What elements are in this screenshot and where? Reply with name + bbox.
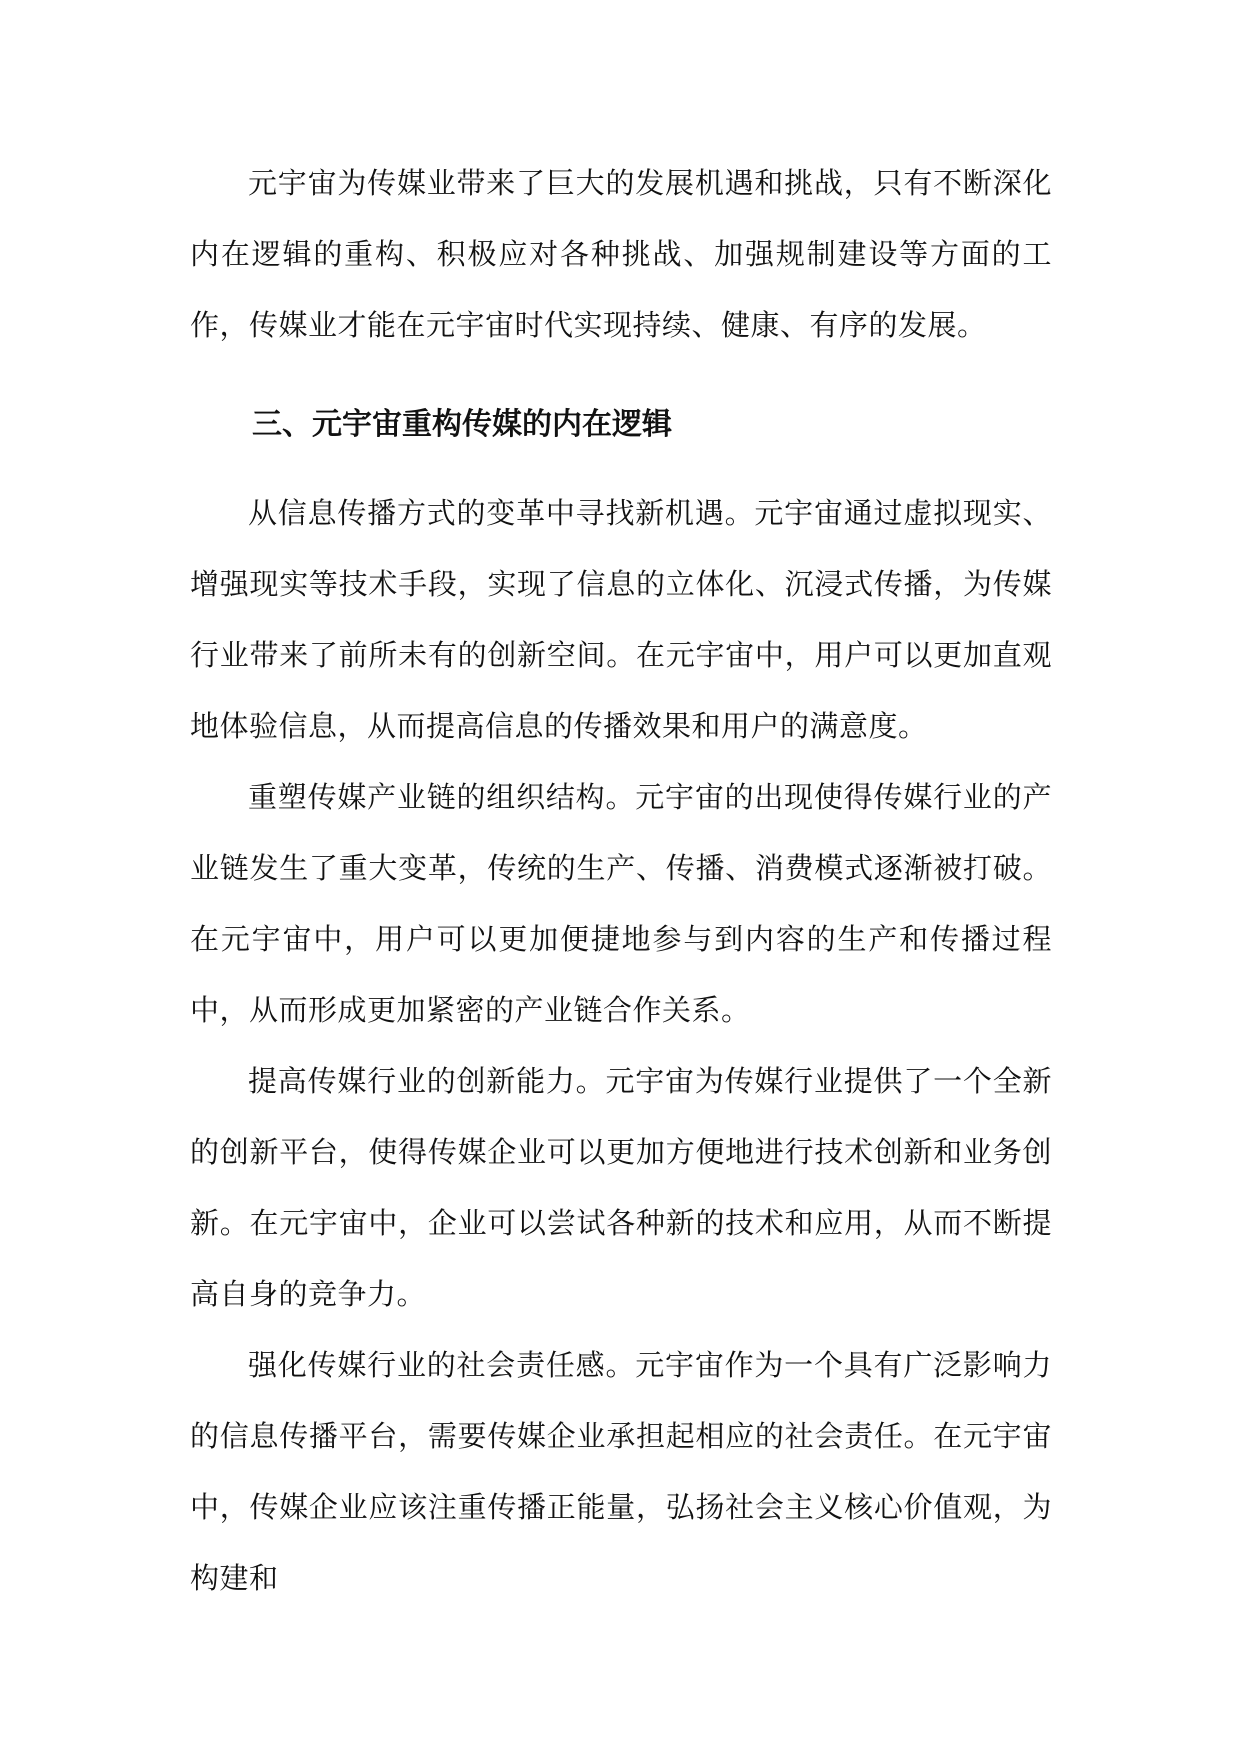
paragraph-information-dissemination: 从信息传播方式的变革中寻找新机遇。元宇宙通过虚拟现实、增强现实等技术手段，实现了信息的立体化、沉浸式传播，为传媒行业带来了前所未有的创新空间。在元宇宙中，用户可以更加直观地体验信息，从而提高信息的传播效果和用户的满意度。: [190, 496, 1052, 743]
paragraph-social-responsibility: 强化传媒行业的社会责任感。元宇宙作为一个具有广泛影响力的信息传播平台，需要传媒企业承担起相应的社会责任。在元宇宙中，传媒企业应该注重传播正能量，弘扬社会主义核心价值观，为构建和: [190, 1348, 1052, 1595]
paragraph-industry-chain: 重塑传媒产业链的组织结构。元宇宙的出现使得传媒行业的产业链发生了重大变革，传统的生产、传播、消费模式逐渐被打破。在元宇宙中，用户可以更加便捷地参与到内容的生产和传播过程中，从而形成更加紧密的产业链合作关系。: [190, 780, 1052, 1027]
section-heading: 三、元宇宙重构传媒的内在逻辑: [252, 407, 672, 442]
paragraph-intro: 元宇宙为传媒业带来了巨大的发展机遇和挑战，只有不断深化内在逻辑的重构、积极应对各种挑战、加强规制建设等方面的工作，传媒业才能在元宇宙时代实现持续、健康、有序的发展。: [190, 166, 1052, 342]
paragraph-innovation-capability: 提高传媒行业的创新能力。元宇宙为传媒行业提供了一个全新的创新平台，使得传媒企业可以更加方便地进行技术创新和业务创新。在元宇宙中，企业可以尝试各种新的技术和应用，从而不断提高自身的竞争力。: [190, 1064, 1052, 1311]
document-body: [190, 148, 1052, 1614]
